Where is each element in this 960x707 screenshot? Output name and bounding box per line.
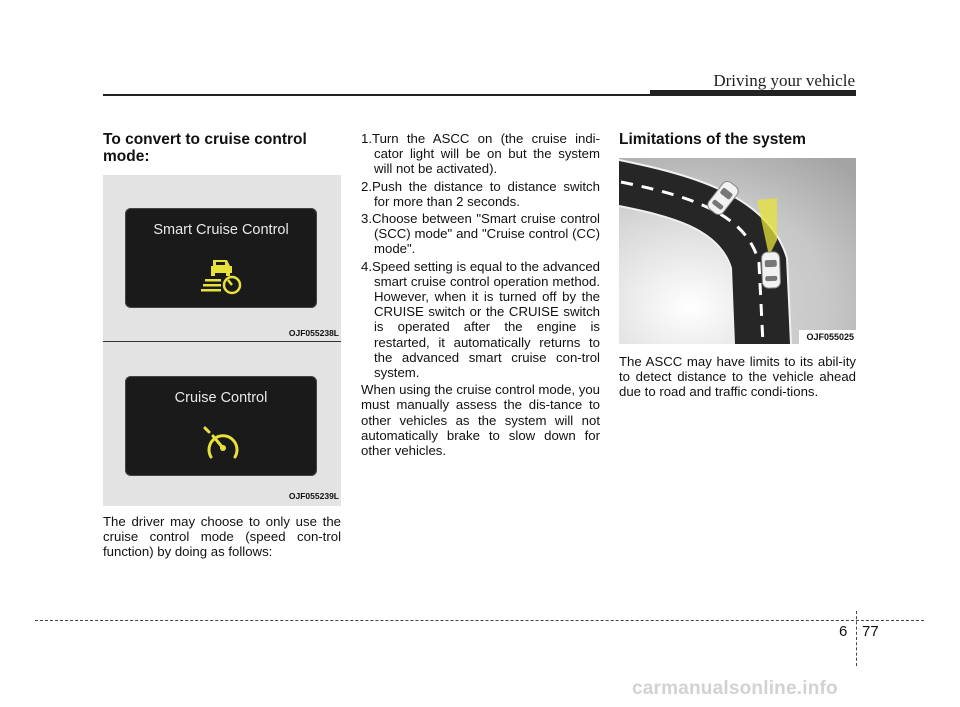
header-title: Driving your vehicle (713, 71, 855, 90)
figure-smart-cruise-display (103, 175, 341, 342)
footer-vertical-dash (856, 611, 857, 666)
step-item: 3.Choose between "Smart cruise control (SCC) mode" and "Cruise control (CC) mode". (361, 211, 600, 257)
scc-car-speed-icon (199, 256, 249, 296)
middle-column (361, 131, 600, 458)
left-body-text: The driver may choose to only use the cruise control mode (speed con-trol function) by doing as follows: (103, 514, 341, 560)
step-item: 4.Speed setting is equal to the advanced smart cruise control operation method. However, when it is turned off by the CRUISE switch or the CRUISE switch is operated after the engine is restarted, it automatically returns to the advanced smart cruise con-trol system. (361, 258, 600, 381)
watermark: carmanualsonline.info (632, 678, 838, 699)
footer-dashed-rule (35, 620, 924, 621)
cruise-mode-heading: To convert to cruise control mode: (103, 131, 307, 165)
chapter-number: 6 (839, 623, 848, 640)
step-item: 2.Push the distance to distance switch for more than 2 seconds. (361, 178, 600, 209)
figure-code-3: OJF055025 (806, 332, 854, 342)
limitations-heading: Limitations of the system (619, 131, 806, 148)
steps-list (361, 131, 600, 380)
page-number: 77 (862, 623, 879, 640)
speedometer-icon (201, 424, 245, 464)
figure-code-1: OJF055238L (288, 328, 339, 338)
step-item: 1.Turn the ASCC on (the cruise indi-cator light will be on but the system will not be activated). (361, 131, 600, 177)
display-text-cc: Cruise Control (174, 390, 268, 406)
cluster-display-cc (125, 376, 317, 476)
left-column (103, 131, 341, 560)
display-text-scc: Smart Cruise Control (153, 222, 289, 238)
header-bar (650, 90, 856, 96)
road-curve-illustration (619, 158, 856, 344)
right-body-text: The ASCC may have limits to its abil-ity to detect distance to the vehicle ahead due to road and traffic condi-tions. (619, 354, 856, 400)
middle-body-text: When using the cruise control mode, you must manually assess the dis-tance to other vehicles as the system will not automatically brake to slow down for other vehicles. (361, 382, 600, 459)
cluster-display-scc (125, 208, 317, 308)
figure-code-2: OJF055239L (288, 491, 339, 501)
right-column (619, 131, 856, 400)
figure-road-curve (619, 158, 856, 344)
figure-cruise-display (103, 342, 341, 506)
